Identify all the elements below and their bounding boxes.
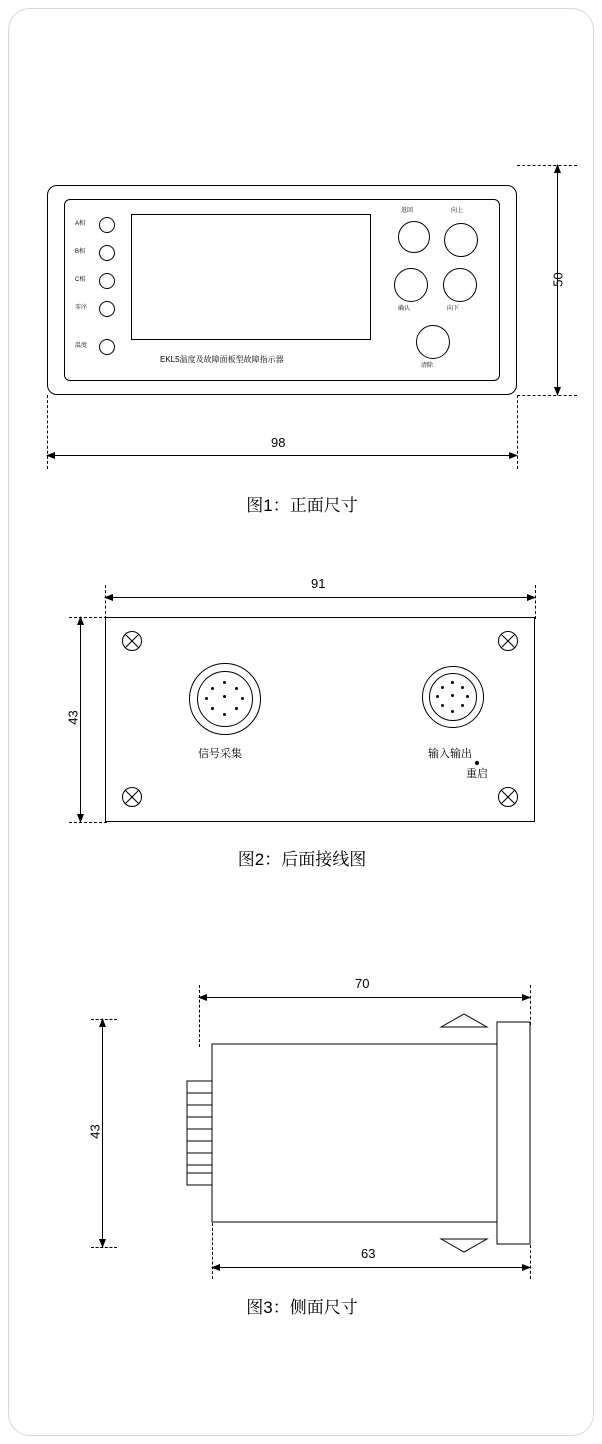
reset-label: 重启	[466, 768, 488, 780]
device-model-label: EKL5温度及故障面板型故障指示器	[160, 355, 284, 364]
figure-3-side-view	[9, 959, 595, 1359]
pin	[461, 686, 464, 689]
pin	[205, 697, 208, 700]
pin	[451, 710, 454, 713]
pin	[241, 697, 244, 700]
fig2-height-value: 43	[65, 710, 81, 725]
fig1-height-value: 50	[550, 272, 566, 287]
button-label-clear: 清除	[421, 363, 434, 369]
pin	[235, 687, 238, 690]
fig3-width-value: 70	[355, 976, 370, 991]
fig2-width-value: 91	[311, 576, 326, 591]
figure-2-caption: 图2：后面接线图	[237, 850, 367, 869]
fig3-depth-value: 63	[361, 1246, 376, 1261]
button-label-back: 返回	[401, 208, 414, 214]
fig3-ext-line-bottom-left	[212, 1223, 213, 1279]
connector-signal-acquisition-label: 信号采集	[198, 748, 242, 760]
figure-1-front-view	[9, 9, 595, 529]
indicator-label-a: A相	[75, 221, 86, 227]
button-label-up: 向上	[451, 208, 464, 214]
pin	[441, 686, 444, 689]
figure-2-rear-wiring	[9, 569, 595, 889]
pin	[223, 695, 226, 698]
pin	[223, 713, 226, 716]
button-label-down: 向下	[447, 306, 460, 312]
connector-io-label: 输入输出	[428, 748, 472, 760]
figure-1-caption: 图1：正面尺寸	[246, 496, 358, 515]
fig2-ext-line-top-left	[69, 617, 107, 618]
indicator-label-b: B相	[75, 249, 86, 255]
pin	[461, 704, 464, 707]
indicator-label-zero-seq: 零序	[75, 305, 88, 311]
fig2-ext-line-left-top	[105, 585, 106, 619]
fig3-ext-line-left-top	[91, 1019, 117, 1020]
fig3-ext-line-top-right	[530, 985, 531, 1025]
fig3-ext-line-top-left	[199, 985, 200, 1047]
indicator-label-c: C相	[75, 277, 86, 283]
pin	[451, 681, 454, 684]
pin	[451, 694, 454, 697]
pin	[436, 695, 439, 698]
pin	[235, 707, 238, 710]
document-page	[8, 8, 594, 1436]
fig3-ext-line-bottom-right	[530, 1245, 531, 1279]
pin	[441, 704, 444, 707]
pin	[211, 707, 214, 710]
pin	[211, 687, 214, 690]
fig3-height-value: 43	[87, 1124, 103, 1139]
indicator-label-temperature: 温度	[75, 343, 88, 349]
fig1-width-value: 98	[271, 435, 286, 450]
reset-button[interactable]	[475, 761, 479, 765]
pin	[466, 695, 469, 698]
fig2-ext-line-bottom-left	[69, 822, 107, 823]
figure-3-caption: 图3：侧面尺寸	[246, 1298, 358, 1317]
fig1-dimension-arrows	[9, 9, 595, 529]
pin	[223, 681, 226, 684]
button-label-confirm: 确认	[398, 306, 411, 312]
fig2-ext-line-right-top	[535, 585, 536, 619]
fig3-ext-line-left-bottom	[91, 1247, 117, 1248]
